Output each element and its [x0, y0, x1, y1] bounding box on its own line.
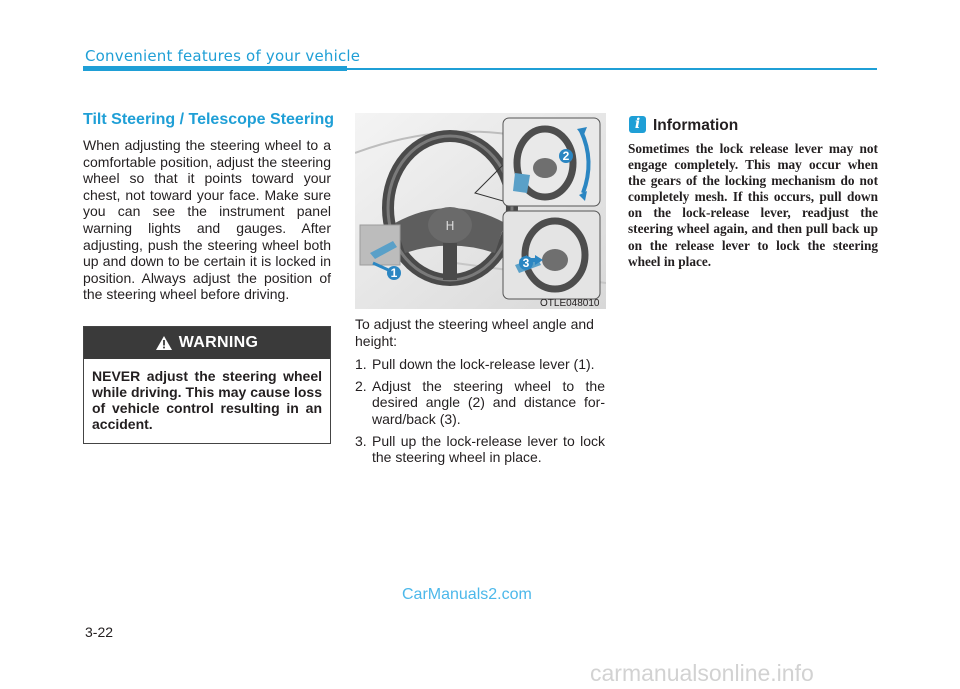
header-rule-thin [347, 68, 877, 70]
page-number: 3-22 [85, 624, 114, 640]
section-title: Tilt Steering / Telescope Steering [83, 111, 335, 128]
warning-box [83, 326, 331, 444]
information-text: Sometimes the lock release lever may not engage completely. This may occur when the gears of the locking mechanism do not completely mesh. If this occurs, pull down on the lock-release lever, readjust the steering wheel again, and then pull back up on the release lever to lock the steering wheel in place. [628, 141, 878, 269]
step-text: Pull up the lock-release lever to lock the steering wheel in place. [372, 432, 605, 466]
information-title: Information [653, 117, 739, 134]
step-number: 3. [355, 432, 367, 449]
chapter-header: Convenient features of your vehicle [85, 47, 361, 65]
svg-text:H: H [445, 219, 455, 233]
callout-1: 1 [387, 266, 401, 280]
header-rule-thick [83, 66, 347, 71]
footer-watermark: carmanualsonline.info [590, 660, 814, 686]
steering-wheel-illustration [355, 113, 606, 309]
warning-header [84, 327, 330, 359]
information-icon: i [629, 116, 646, 133]
warning-triangle-icon [156, 336, 172, 350]
callout-3: 3 [519, 256, 533, 270]
step-number: 1. [355, 356, 367, 373]
callout-2: 2 [559, 149, 573, 163]
instructions-intro: To adjust the steering wheel angle and height: [355, 316, 594, 349]
steps-list [355, 356, 605, 466]
step-item [355, 378, 605, 428]
warning-text: NEVER adjust the steering wheel while driving. This may cause loss of vehicle control resulting in an accident. [92, 368, 322, 432]
step-item [355, 356, 605, 373]
step-item [355, 433, 605, 466]
step-number: 2. [355, 377, 367, 394]
section-body: When adjusting the steering wheel to a comfortable position, adjust the steering wheel so that it points toward your chest, not toward your face. Make sure you can see the instrument panel warning lights and gauges. After adjusting, push the steering wheel both up and down to be certain it is locked in position. Always adjust the position of the steering wheel before driving. [83, 137, 331, 303]
step-text: Pull down the lock-release lever (1). [372, 356, 595, 373]
step-text: Adjust the steering wheel to the desired angle (2) and distance for-ward/back (3). [372, 377, 605, 427]
figure-code: OTLE048010 [540, 298, 600, 309]
watermark-link[interactable]: CarManuals2.com [402, 586, 532, 603]
warning-label: WARNING [178, 334, 259, 351]
instructions [355, 316, 605, 471]
